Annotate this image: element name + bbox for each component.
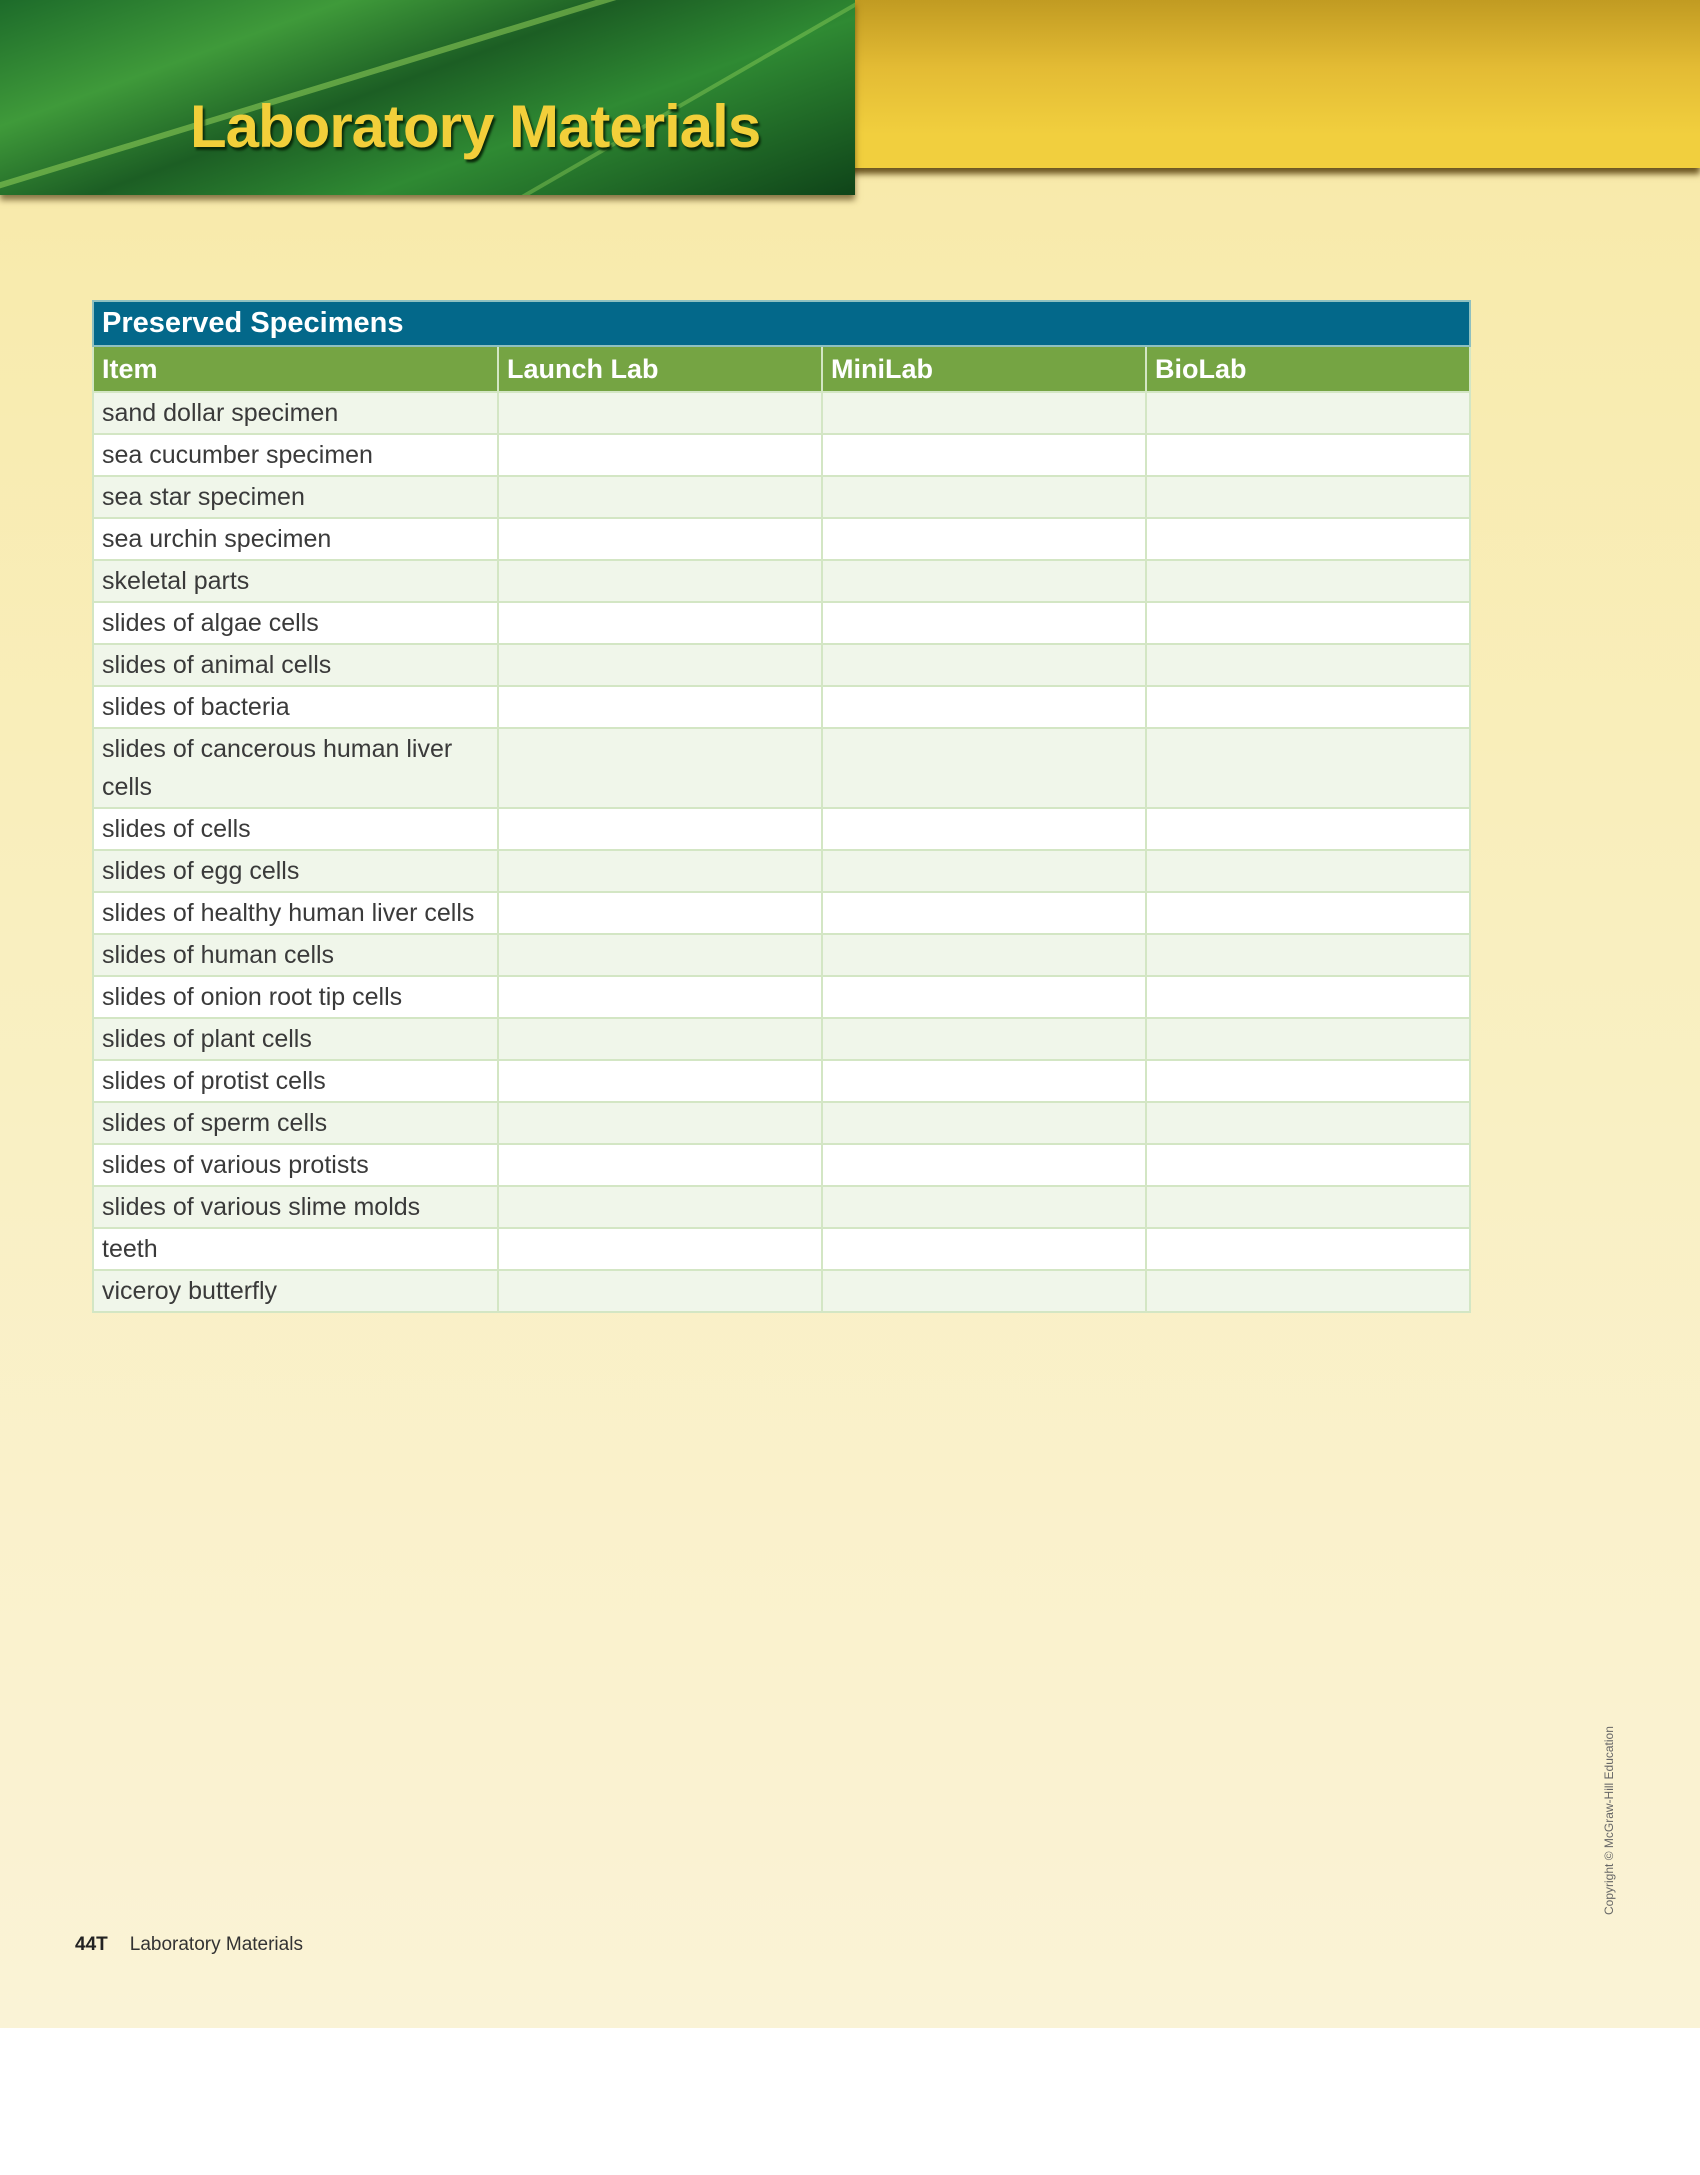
item-cell: slides of protist cells [93,1060,498,1102]
table-row [93,1186,1470,1228]
minilab-cell [822,602,1146,644]
biolab-cell [1146,1270,1470,1312]
biolab-cell [1146,976,1470,1018]
item-cell: sea cucumber specimen [93,434,498,476]
table-row [93,476,1470,518]
table-caption: Preserved Specimens [93,301,1470,346]
launch-lab-cell [498,518,822,560]
minilab-cell [822,392,1146,434]
biolab-cell [1146,518,1470,560]
launch-lab-cell [498,1060,822,1102]
item-cell: slides of algae cells [93,602,498,644]
biolab-cell [1146,602,1470,644]
launch-lab-cell [498,560,822,602]
table-row [93,1144,1470,1186]
launch-lab-cell [498,644,822,686]
launch-lab-cell [498,892,822,934]
table-row [93,892,1470,934]
biolab-cell [1146,1228,1470,1270]
minilab-cell [822,518,1146,560]
item-cell: slides of egg cells [93,850,498,892]
launch-lab-cell [498,1102,822,1144]
table-row [93,976,1470,1018]
launch-lab-cell [498,1144,822,1186]
biolab-cell [1146,1144,1470,1186]
table-row [93,644,1470,686]
biolab-cell [1146,1186,1470,1228]
table-row [93,1018,1470,1060]
launch-lab-cell [498,1018,822,1060]
copyright-notice: Copyright © McGraw-Hill Education [1602,1726,1616,1915]
minilab-cell [822,850,1146,892]
table-row [93,1270,1470,1312]
launch-lab-cell [498,1186,822,1228]
table-row [93,602,1470,644]
item-cell: sea star specimen [93,476,498,518]
minilab-cell [822,686,1146,728]
launch-lab-cell [498,434,822,476]
minilab-cell [822,892,1146,934]
launch-lab-cell [498,1228,822,1270]
biolab-cell [1146,644,1470,686]
biolab-cell [1146,728,1470,808]
minilab-cell [822,560,1146,602]
table-row [93,392,1470,434]
table-row [93,934,1470,976]
item-cell: sand dollar specimen [93,392,498,434]
launch-lab-cell [498,1270,822,1312]
item-cell: slides of cells [93,808,498,850]
minilab-cell [822,1186,1146,1228]
item-cell: slides of plant cells [93,1018,498,1060]
minilab-cell [822,476,1146,518]
launch-lab-cell [498,728,822,808]
item-cell: viceroy butterfly [93,1270,498,1312]
minilab-cell [822,976,1146,1018]
biolab-cell [1146,1060,1470,1102]
page-number: 44T [75,1934,108,1955]
table-row [93,560,1470,602]
table-row [93,728,1470,808]
biolab-cell [1146,476,1470,518]
launch-lab-cell [498,686,822,728]
minilab-cell [822,934,1146,976]
column-header-item: Item [93,346,498,392]
minilab-cell [822,1018,1146,1060]
column-header-launch-lab: Launch Lab [498,346,822,392]
launch-lab-cell [498,808,822,850]
preserved-specimens-table [92,300,1471,1313]
biolab-cell [1146,1102,1470,1144]
launch-lab-cell [498,976,822,1018]
launch-lab-cell [498,850,822,892]
biolab-cell [1146,392,1470,434]
item-cell: slides of animal cells [93,644,498,686]
biolab-cell [1146,808,1470,850]
item-cell: sea urchin specimen [93,518,498,560]
item-cell: teeth [93,1228,498,1270]
minilab-cell [822,1060,1146,1102]
item-cell: slides of various protists [93,1144,498,1186]
biolab-cell [1146,434,1470,476]
table-row [93,1102,1470,1144]
item-cell: slides of healthy human liver cells [93,892,498,934]
item-cell: slides of sperm cells [93,1102,498,1144]
table-row [93,808,1470,850]
biolab-cell [1146,686,1470,728]
launch-lab-cell [498,476,822,518]
item-cell: slides of cancerous human liver cells [93,728,498,808]
column-header-biolab: BioLab [1146,346,1470,392]
minilab-cell [822,1102,1146,1144]
column-header-minilab: MiniLab [822,346,1146,392]
launch-lab-cell [498,392,822,434]
minilab-cell [822,1228,1146,1270]
biolab-cell [1146,1018,1470,1060]
minilab-cell [822,434,1146,476]
biolab-cell [1146,850,1470,892]
table-row [93,434,1470,476]
footer-section: Laboratory Materials [129,1934,303,1955]
page-title: Laboratory Materials [190,93,761,160]
item-cell: slides of human cells [93,934,498,976]
page-footer [75,1934,303,1956]
minilab-cell [822,1270,1146,1312]
minilab-cell [822,808,1146,850]
biolab-cell [1146,560,1470,602]
table-row [93,1060,1470,1102]
item-cell: slides of bacteria [93,686,498,728]
table-row [93,1228,1470,1270]
minilab-cell [822,644,1146,686]
table-row [93,850,1470,892]
biolab-cell [1146,934,1470,976]
biolab-cell [1146,892,1470,934]
minilab-cell [822,1144,1146,1186]
table-row [93,518,1470,560]
item-cell: skeletal parts [93,560,498,602]
launch-lab-cell [498,934,822,976]
table-row [93,686,1470,728]
item-cell: slides of onion root tip cells [93,976,498,1018]
launch-lab-cell [498,602,822,644]
minilab-cell [822,728,1146,808]
header-yellow-bar [840,0,1700,168]
item-cell: slides of various slime molds [93,1186,498,1228]
